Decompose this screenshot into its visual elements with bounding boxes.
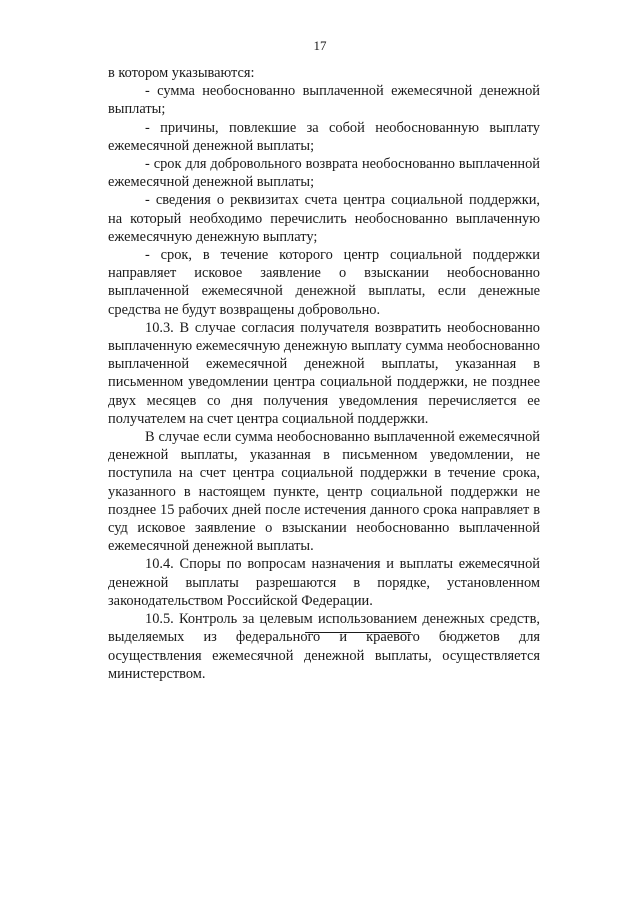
list-item-return-term: - срок для добровольного возврата необоснованно выплаченной ежемесячной денежной выплаты; (108, 156, 540, 191)
end-separator-line (305, 632, 411, 633)
list-item-amount: - сумма необоснованно выплаченной ежемесячной денежной выплаты; (108, 83, 540, 118)
paragraph-10-5: 10.5. Контроль за целевым использованием денежных средств, выделяемых из федерального и краевого бюджетов для осуществления ежемесячной денежной выплаты, осуществляется министерством. (108, 611, 540, 682)
paragraph-10-4: 10.4. Споры по вопросам назначения и выплаты ежемесячной денежной выплаты разрешаются в порядке, установленном законодательством Российской Федерации. (108, 556, 540, 609)
document-body (108, 64, 540, 683)
page-number: 17 (313, 38, 327, 53)
list-item-claim-term: - срок, в течение которого центр социальной поддержки направляет исковое заявление о взыскании необоснованно выплаченной ежемесячной денежной выплаты, если денежные средства не будут возвращены добровольно. (108, 247, 540, 318)
list-item-reasons: - причины, повлекшие за собой необоснованную выплату ежемесячной денежной выплаты; (108, 119, 540, 154)
list-item-account-details: - сведения о реквизитах счета центра социальной поддержки, на который необходимо перечислить необоснованно выплаченную ежемесячную денежную выплату; (108, 192, 540, 245)
paragraph-10-3-continued: В случае если сумма необоснованно выплаченной ежемесячной денежной выплаты, указанная в письменном уведомлении, не поступила на счет центра социальной поддержки в течение срока, указанного в настоящем пункте, центр социальной поддержки не позднее 15 рабочих дней после истечения данного срока направляет в суд исковое заявление о взыскании необоснованно выплаченной ежемесячной денежной выплаты. (108, 429, 540, 555)
paragraph-10-3: 10.3. В случае согласия получателя возвратить необоснованно выплаченную ежемесячную денежную выплату сумма необоснованно выплаченной ежемесячной денежной выплаты, указанная в письменном уведомлении центра социальной поддержки, не позднее двух месяцев со дня получения уведомления перечисляется ее получателем на счет центра социальной поддержки. (108, 319, 540, 427)
paragraph-intro: в котором указываются: (108, 65, 255, 81)
